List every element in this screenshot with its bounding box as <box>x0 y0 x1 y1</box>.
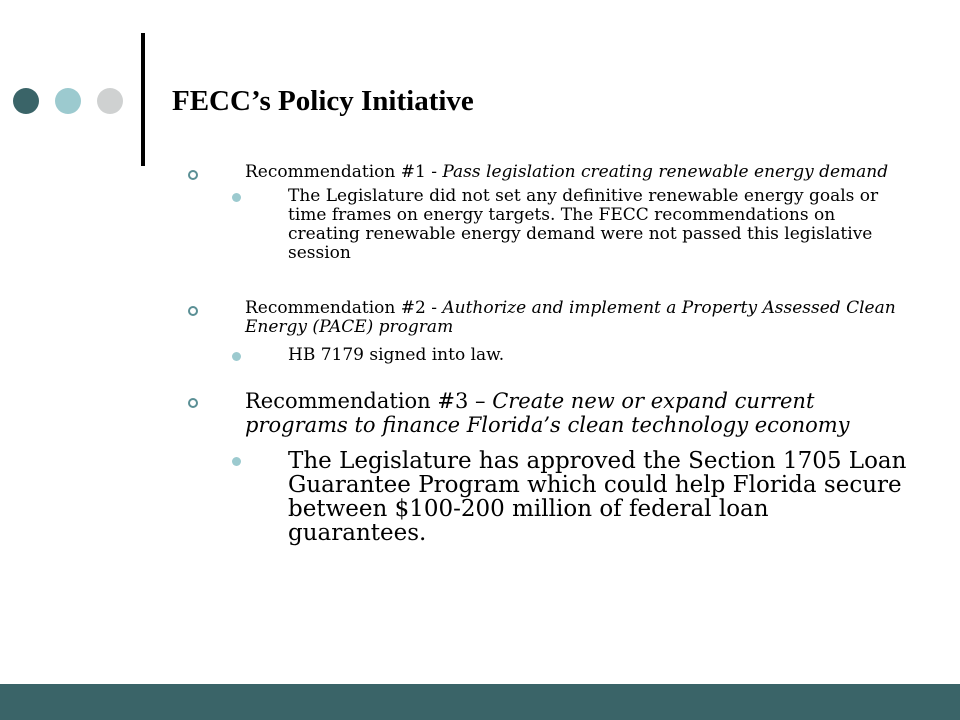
dark-teal-dot <box>13 88 39 114</box>
recommendation-label: Recommendation #3 – <box>245 389 493 413</box>
dot-bullet-icon <box>232 193 241 202</box>
recommendation-label: Recommendation #2 - <box>245 298 443 318</box>
recommendation-2-note <box>188 346 908 365</box>
light-teal-dot <box>55 88 81 114</box>
recommendation-2 <box>188 299 908 337</box>
recommendation-detail: Pass legislation creating renewable energy demand <box>442 162 889 182</box>
recommendation-detail: Authorize and implement a Property Assessed Clean Energy (PACE) program <box>245 298 896 337</box>
dot-bullet-icon <box>232 352 241 361</box>
note-text: The Legislature did not set any definitive renewable energy goals or time frames on energy targets. The FECC recommendations on creating renewable energy demand were not passed this legislative session <box>288 186 879 263</box>
dot-bullet-icon <box>232 457 241 466</box>
recommendation-detail: Create new or expand current programs to finance Florida’s clean technology economy <box>245 389 850 437</box>
slide-content <box>188 163 908 545</box>
recommendation-3 <box>188 389 908 437</box>
note-text: HB 7179 signed into law. <box>288 345 505 365</box>
ring-bullet-icon <box>188 170 198 180</box>
recommendation-3-note <box>188 449 908 545</box>
title-divider <box>141 33 145 166</box>
note-text: The Legislature has approved the Section 1705 Loan Guarantee Program which could help Florida secure between $100-200 million of federal loan guarantees. <box>288 448 907 546</box>
footer-bar <box>0 684 960 720</box>
decorative-dots <box>13 88 125 114</box>
recommendation-1 <box>188 163 908 182</box>
gray-dot <box>97 88 123 114</box>
recommendation-1-note <box>188 187 908 263</box>
ring-bullet-icon <box>188 398 198 408</box>
slide-title: FECC’s Policy Initiative <box>172 85 474 117</box>
recommendation-label: Recommendation #1 - <box>245 162 443 182</box>
ring-bullet-icon <box>188 306 198 316</box>
